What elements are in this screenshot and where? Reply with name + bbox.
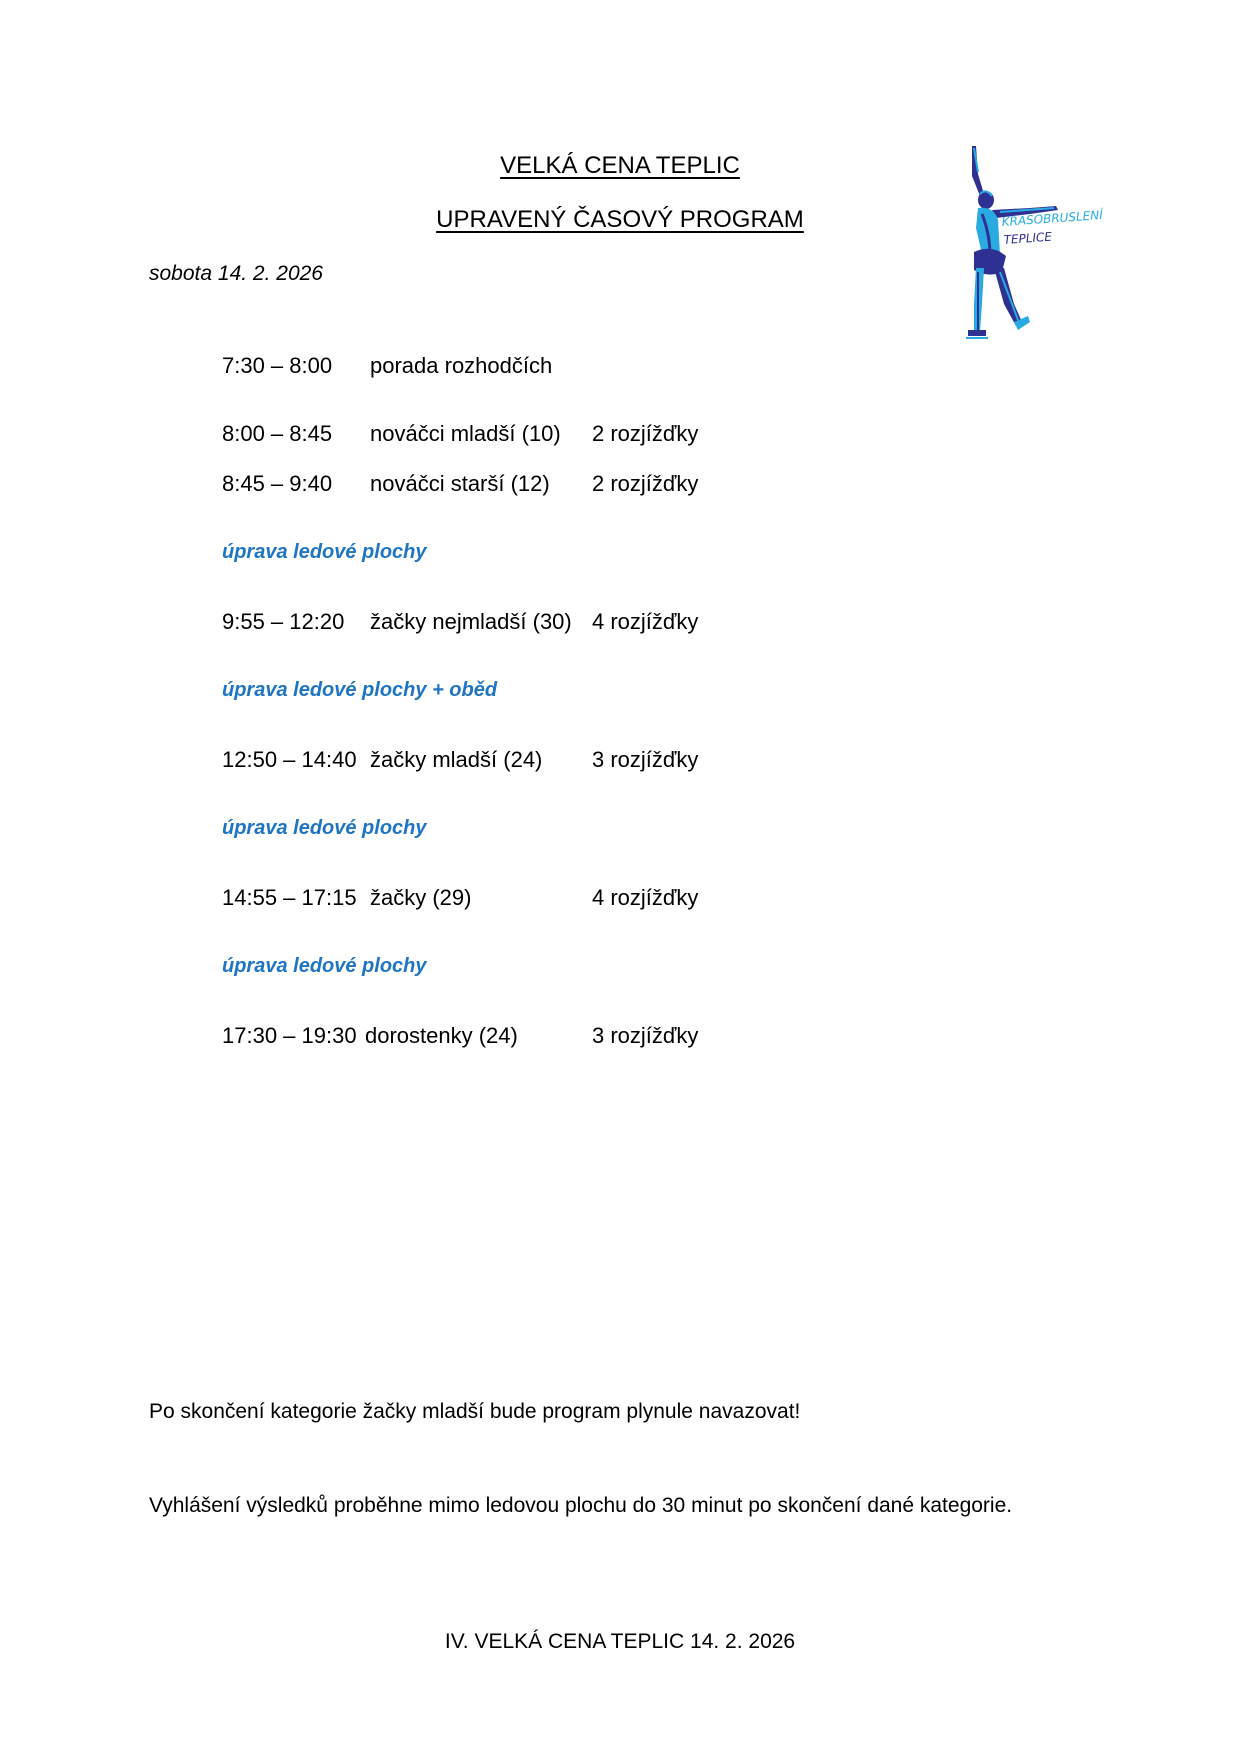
- schedule-runs: 3 rozjížďky: [592, 1023, 699, 1048]
- schedule-category: nováčci starší (12): [370, 471, 550, 496]
- logo-text-line2: TEPLICE: [1003, 229, 1053, 247]
- schedule-runs: 4 rozjížďky: [592, 885, 699, 910]
- ice-resurfacing-break: úprava ledové plochy: [222, 541, 427, 563]
- schedule-label: porada rozhodčích: [370, 353, 553, 378]
- schedule-category: nováčci mladší (10): [370, 421, 561, 446]
- event-date: sobota 14. 2. 2026: [149, 262, 323, 285]
- ice-resurfacing-lunch-break: úprava ledové plochy + oběd: [222, 679, 498, 701]
- schedule-time: 12:50 – 14:40: [222, 747, 357, 772]
- schedule-runs: 2 rozjížďky: [592, 421, 699, 446]
- club-logo: [960, 144, 1110, 354]
- schedule-runs: 4 rozjížďky: [592, 609, 699, 634]
- results-announcement-note: Vyhlášení výsledků proběhne mimo ledovou plochu do 30 minut po skončení dané kategorie.: [149, 1494, 1013, 1517]
- schedule-category: žačky mladší (24): [370, 747, 543, 772]
- schedule-time: 8:45 – 9:40: [222, 471, 333, 496]
- ice-resurfacing-break: úprava ledové plochy: [222, 817, 427, 839]
- schedule-time: 14:55 – 17:15: [222, 885, 357, 910]
- schedule-category: dorostenky (24): [365, 1023, 518, 1048]
- schedule-time: 8:00 – 8:45: [222, 421, 333, 446]
- schedule-category: žačky nejmladší (30): [370, 609, 572, 634]
- document-subtitle: UPRAVENÝ ČASOVÝ PROGRAM: [436, 206, 804, 233]
- document-title: VELKÁ CENA TEPLIC: [500, 152, 740, 179]
- schedule-time: 17:30 – 19:30: [222, 1023, 357, 1048]
- ice-resurfacing-break: úprava ledové plochy: [222, 955, 427, 977]
- schedule-runs: 3 rozjížďky: [592, 747, 699, 772]
- schedule-time: 7:30 – 8:00: [222, 353, 333, 378]
- schedule-category: žačky (29): [370, 885, 472, 910]
- logo-text-line1: KRASOBRUSLENÍ: [1001, 207, 1104, 229]
- schedule-time: 9:55 – 12:20: [222, 609, 345, 634]
- page-footer: IV. VELKÁ CENA TEPLIC 14. 2. 2026: [444, 1630, 796, 1653]
- schedule-runs: 2 rozjížďky: [592, 471, 699, 496]
- program-continuation-note: Po skončení kategorie žačky mladší bude program plynule navazovat!: [149, 1400, 801, 1423]
